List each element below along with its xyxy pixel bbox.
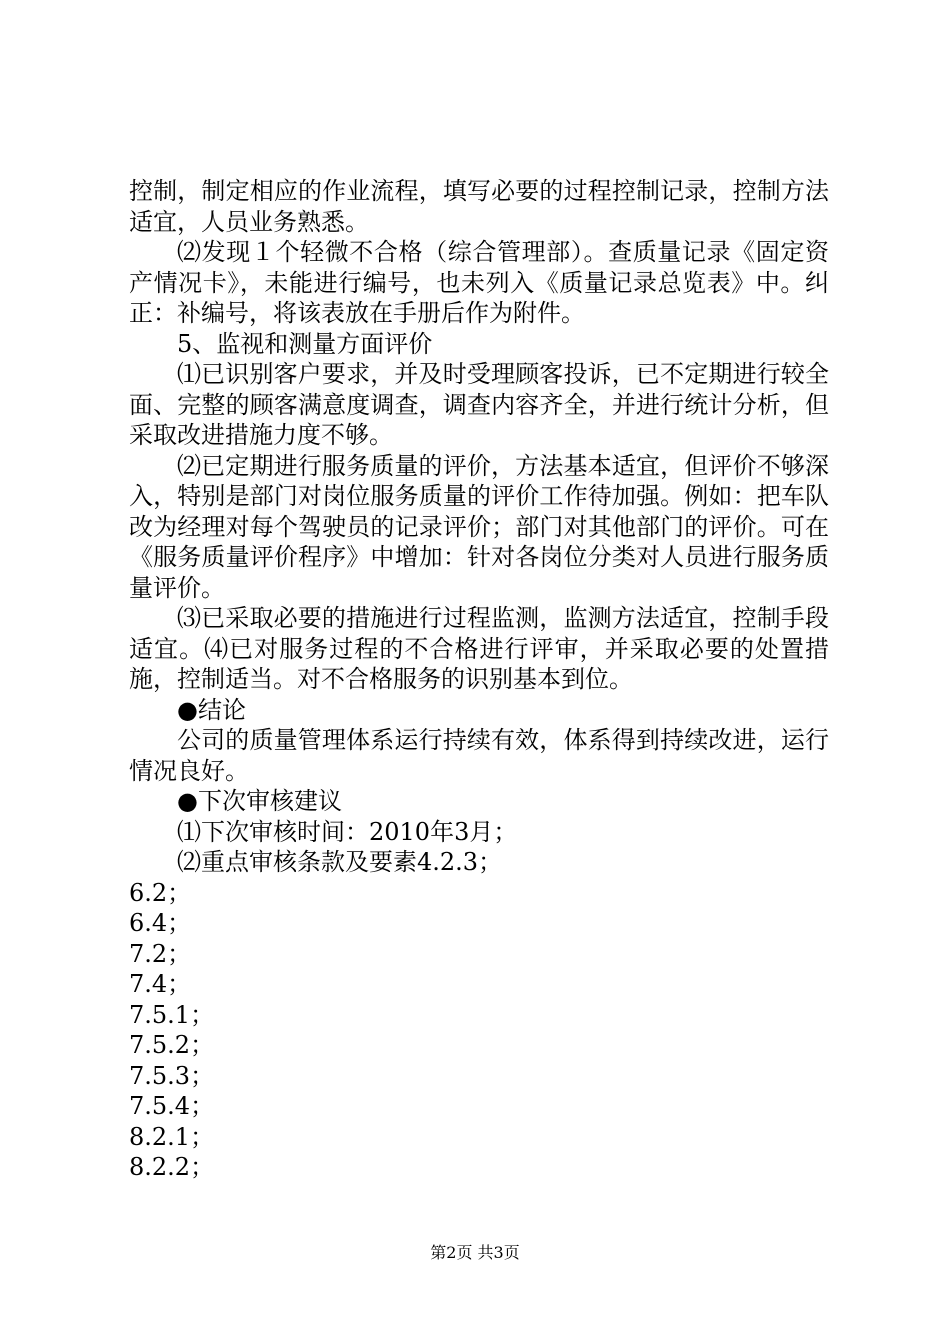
clause-item: 7.5.2；: [129, 1031, 215, 1059]
paragraph-key-clauses: ⑵重点审核条款及要素4.2.3；: [177, 848, 503, 876]
document-body: [129, 176, 829, 1183]
clause-item: 6.4；: [129, 909, 192, 937]
paragraph-minor-nonconformity: ⑵发现１个轻微不合格（综合管理部）。查质量记录《固定资产情况卡》，未能进行编号，也未列入《质量记录总览表》中。纠正：补编号，将该表放在手册后作为附件。: [129, 238, 829, 327]
heading-conclusion: ●结论: [177, 695, 246, 724]
clause-item: 7.5.4；: [129, 1092, 215, 1120]
clause-item: 6.2；: [129, 878, 192, 907]
clause-item: 8.2.1；: [129, 1122, 215, 1151]
page-footer: 第2页 共3页: [430, 1243, 520, 1262]
clause-item: 7.5.1；: [129, 1000, 215, 1029]
clause-item: 7.2；: [129, 939, 192, 968]
paragraph-process-monitoring: ⑶已采取必要的措施进行过程监测，监测方法适宜，控制手段适宜。⑷已对服务过程的不合格进行评审，并采取必要的处置措施，控制适当。对不合格服务的识别基本到位。: [129, 604, 829, 693]
paragraph-next-audit-time: ⑴下次审核时间：2010年3月；: [177, 817, 518, 846]
clause-item: 7.4；: [129, 970, 192, 998]
paragraph-service-evaluation: ⑵已定期进行服务质量的评价，方法基本适宜，但评价不够深入，特别是部门对岗位服务质量的评价工作待加强。例如：把车队改为经理对每个驾驶员的记录评价；部门对其他部门的评价。可在《服务质量评价程序》中增加：针对各岗位分类对人员进行服务质量评价。: [129, 451, 829, 602]
heading-next-audit: ●下次审核建议: [177, 787, 342, 815]
clause-item: 7.5.3；: [129, 1061, 215, 1090]
section-heading-monitoring: 5、监视和测量方面评价: [177, 329, 433, 358]
paragraph-customer-requirements: ⑴已识别客户要求，并及时受理顾客投诉，已不定期进行较全面、完整的顾客满意度调查，调查内容齐全，并进行统计分析，但采取改进措施力度不够。: [129, 360, 829, 449]
clause-item: 8.2.2；: [129, 1153, 215, 1181]
paragraph-conclusion: 公司的质量管理体系运行持续有效，体系得到持续改进，运行情况良好。: [129, 726, 829, 785]
paragraph-process-control: 控制，制定相应的作业流程，填写必要的过程控制记录，控制方法适宜，人员业务熟悉。: [129, 177, 829, 236]
